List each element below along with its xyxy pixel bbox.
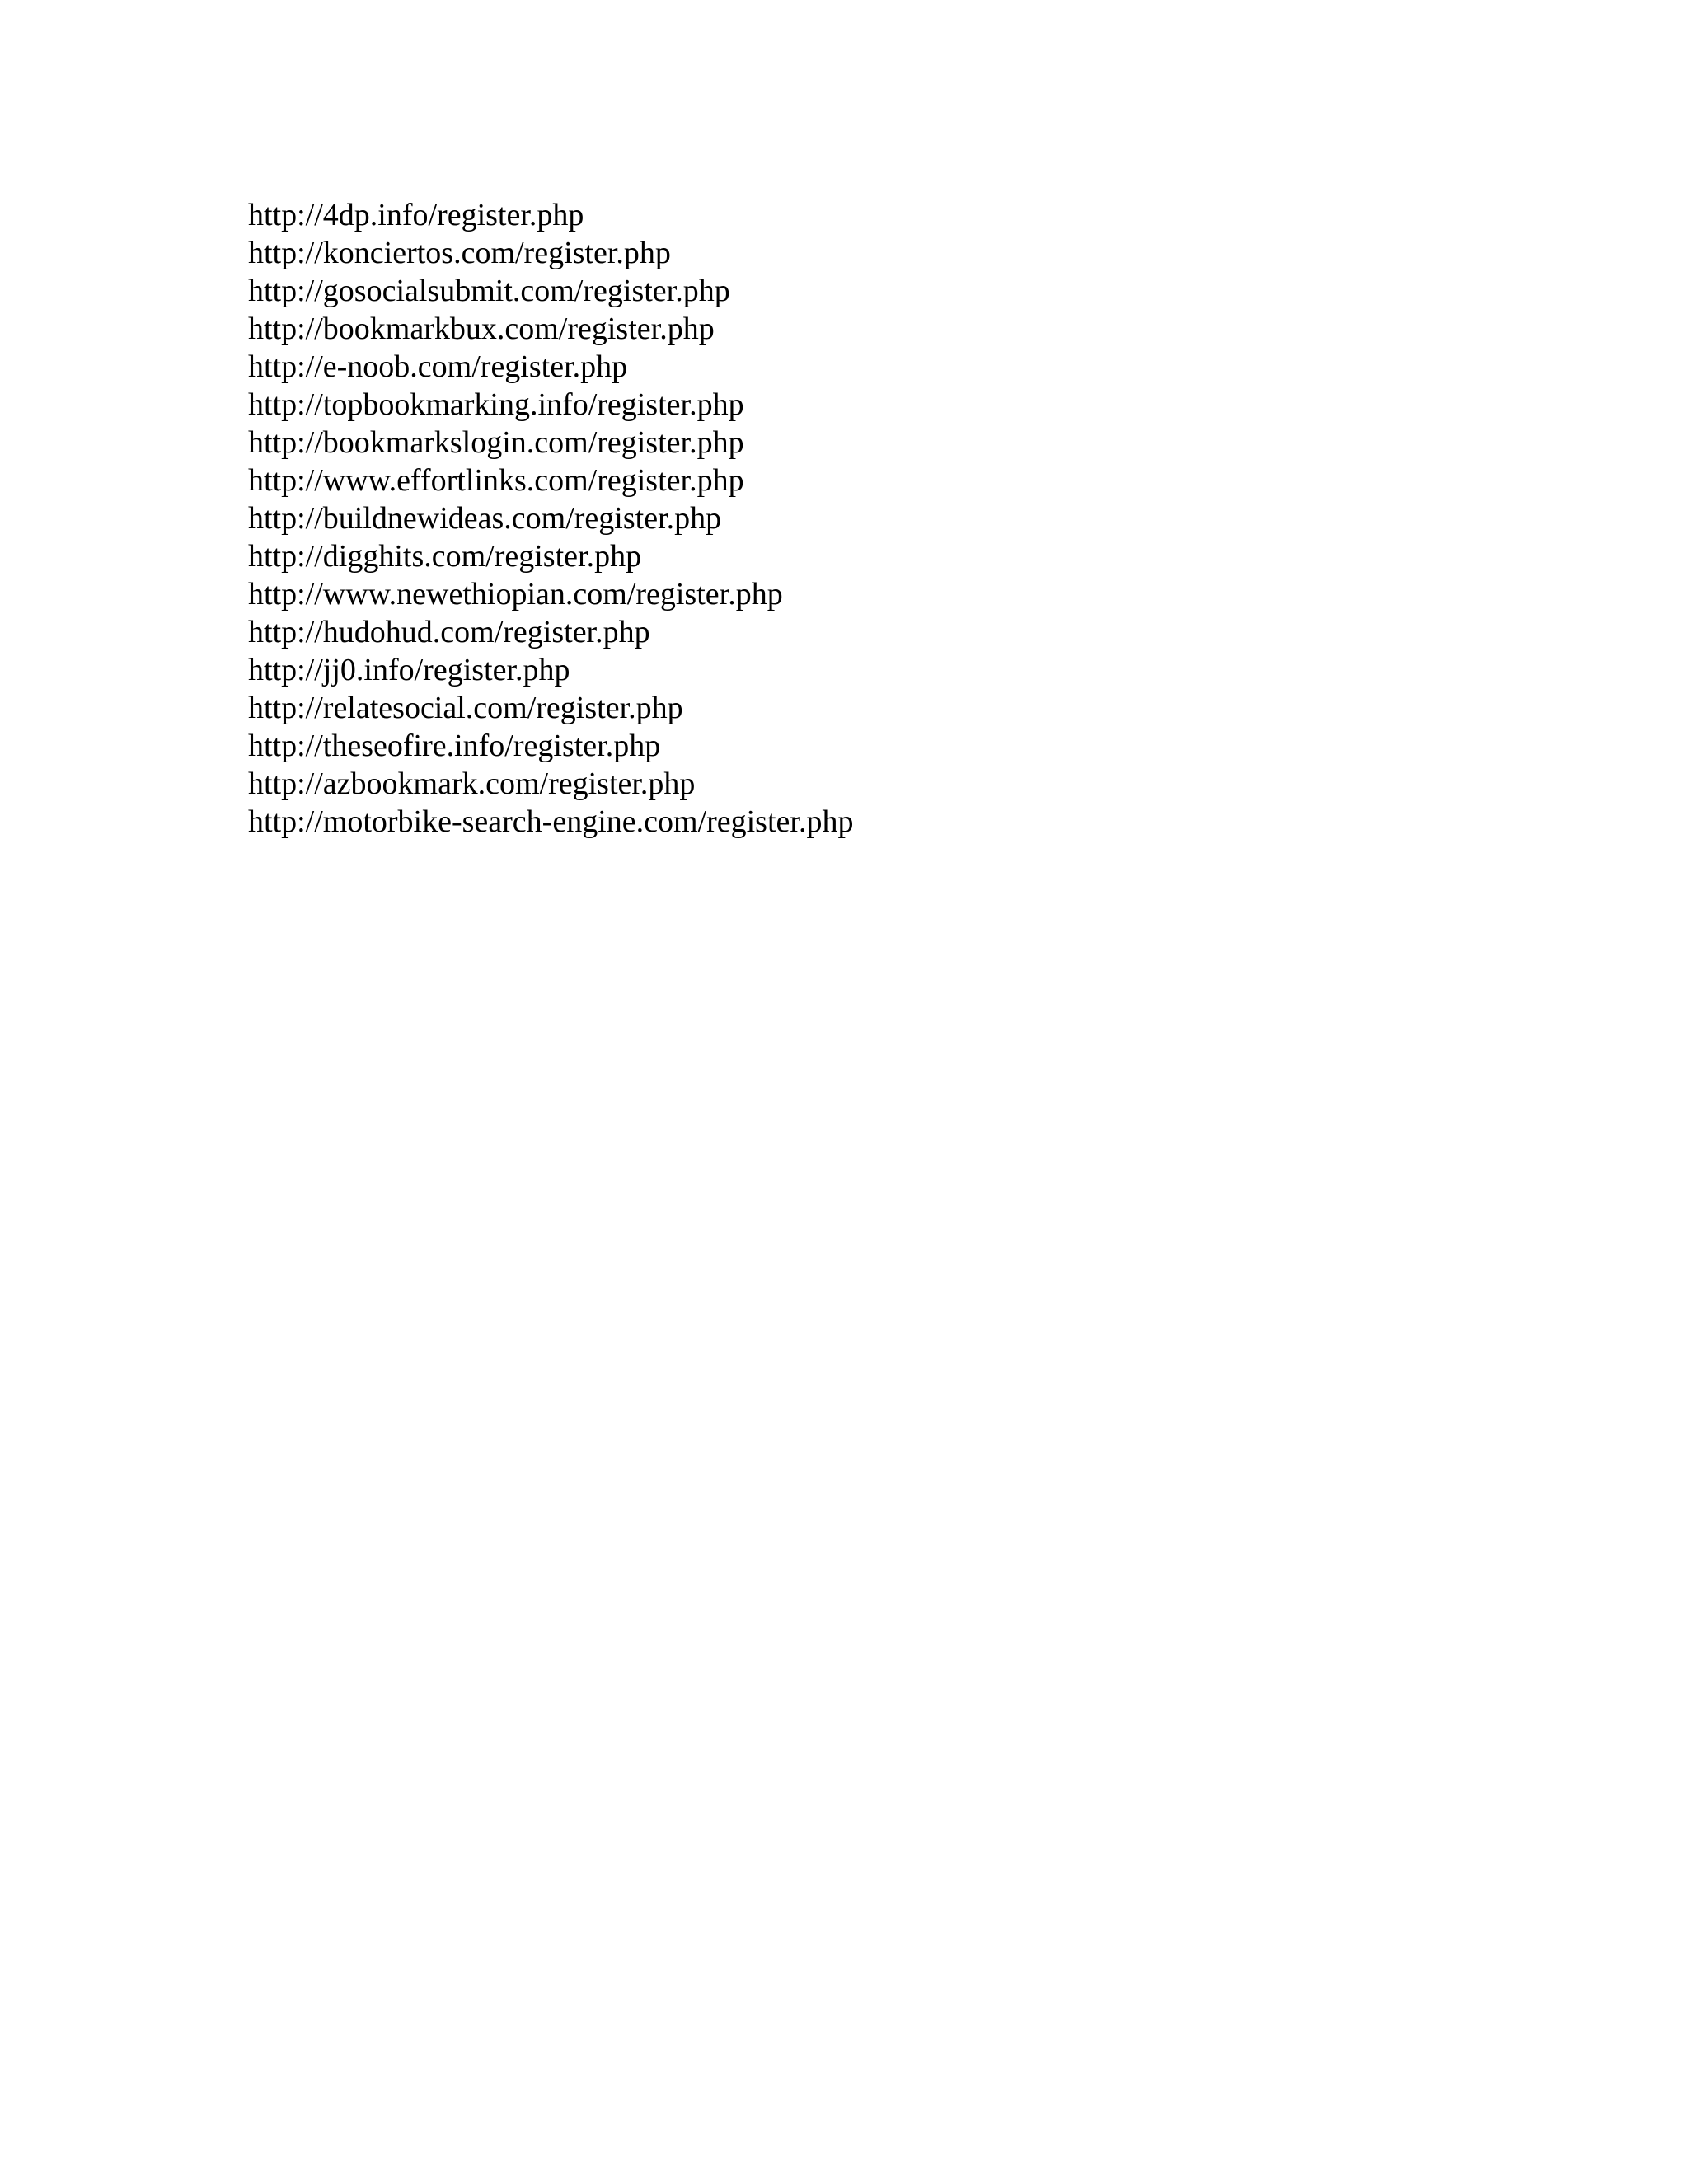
url-item: http://theseofire.info/register.php: [248, 729, 661, 763]
url-item: http://digghits.com/register.php: [248, 539, 642, 574]
url-item: http://www.effortlinks.com/register.php: [248, 463, 744, 498]
url-item: http://bookmarkslogin.com/register.php: [248, 425, 744, 460]
url-item: http://motorbike-search-engine.com/register.php: [248, 804, 854, 839]
url-item: http://buildnewideas.com/register.php: [248, 501, 722, 536]
url-item: http://azbookmark.com/register.php: [248, 766, 696, 801]
url-item: http://konciertos.com/register.php: [248, 236, 671, 270]
url-item: http://www.newethiopian.com/register.php: [248, 577, 783, 612]
url-item: http://jj0.info/register.php: [248, 653, 570, 687]
url-item: http://topbookmarking.info/register.php: [248, 387, 744, 422]
url-item: http://4dp.info/register.php: [248, 198, 584, 232]
url-list: [248, 196, 853, 841]
url-item: http://bookmarkbux.com/register.php: [248, 312, 715, 346]
url-item: http://e-noob.com/register.php: [248, 349, 628, 384]
url-item: http://relatesocial.com/register.php: [248, 691, 683, 725]
url-item: http://gosocialsubmit.com/register.php: [248, 274, 730, 308]
url-item: http://hudohud.com/register.php: [248, 615, 650, 649]
